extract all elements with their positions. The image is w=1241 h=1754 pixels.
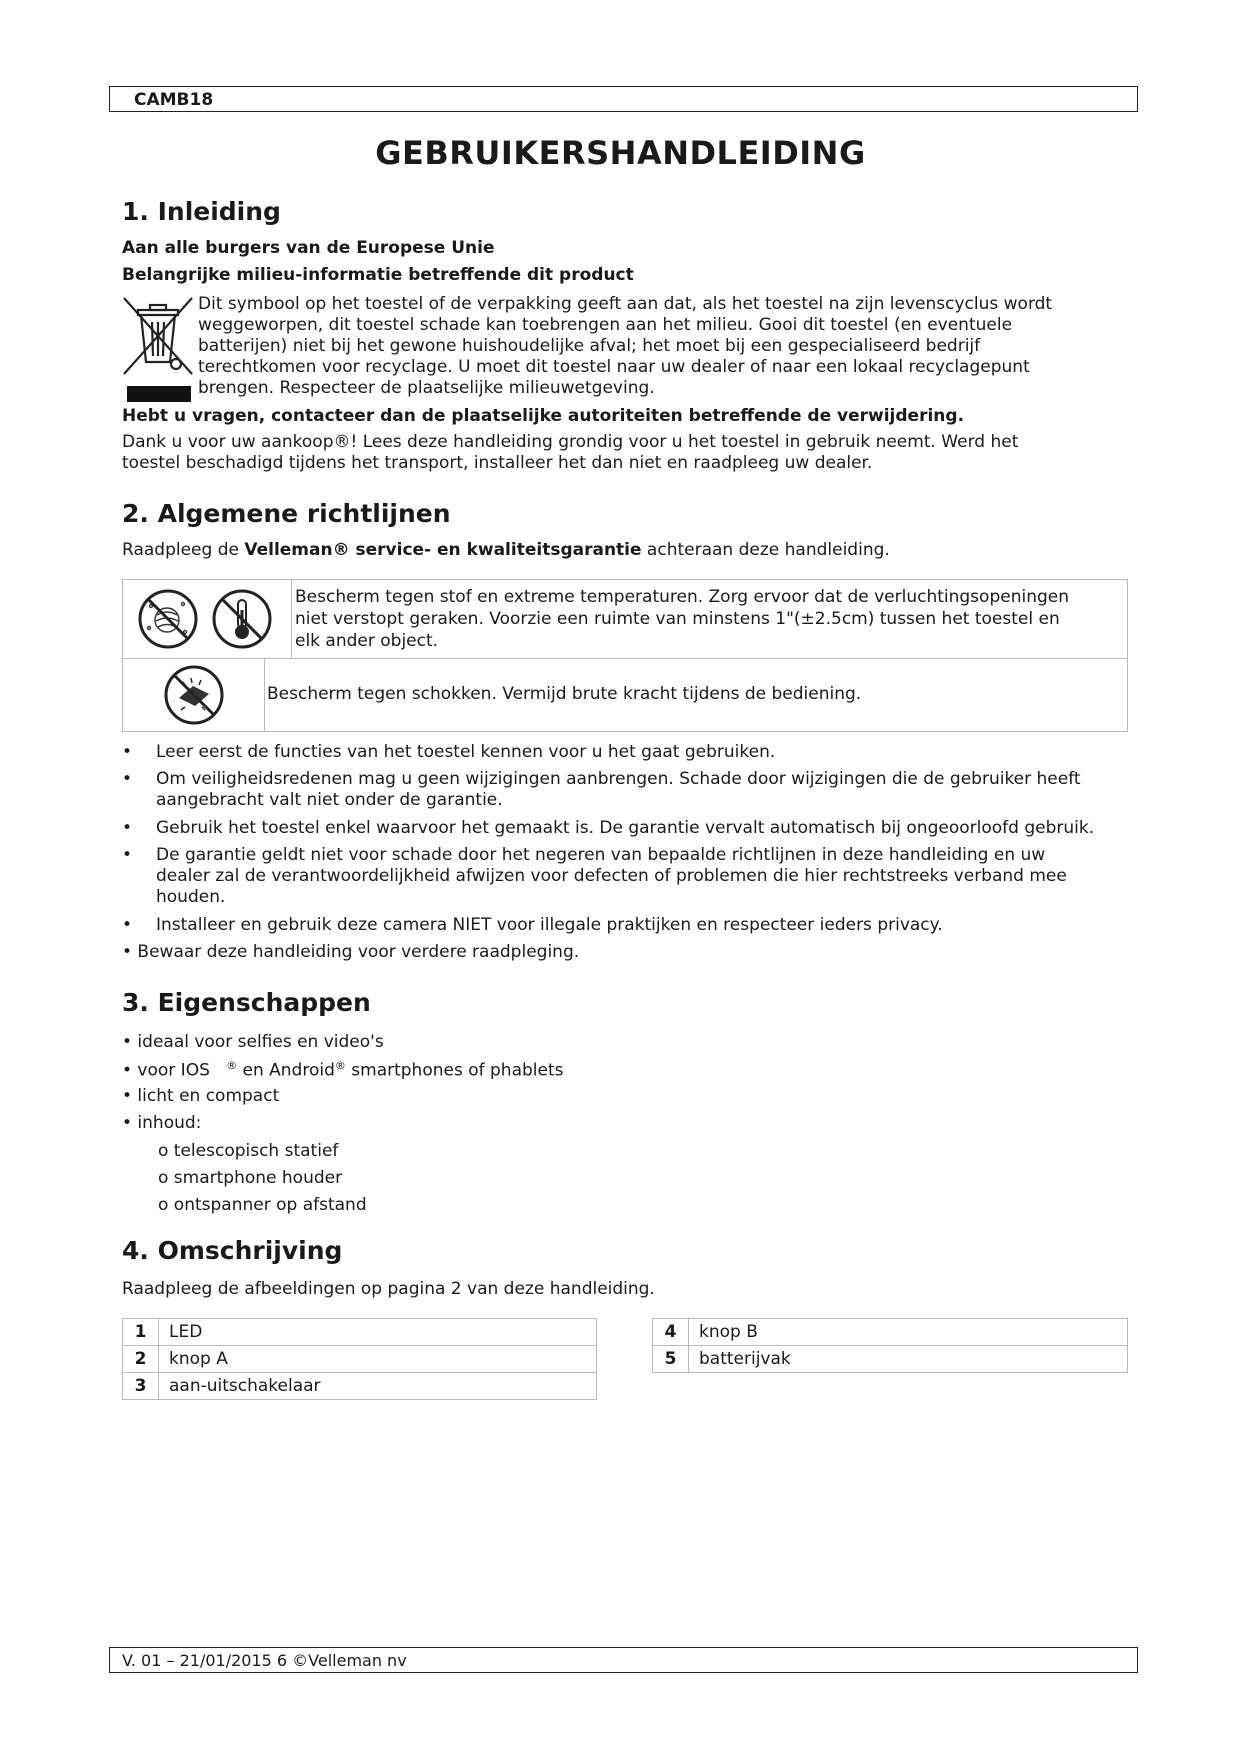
feature-item (122, 1059, 564, 1081)
registered-mark: ® (226, 1059, 238, 1072)
part-label: knop A (159, 1346, 597, 1373)
feature-item: • ideaal voor selfies en video's (122, 1032, 384, 1052)
section-3-heading: 3. Eigenschappen (122, 988, 371, 1017)
weee-line: terechtkomen voor recyclage. U moet dit toestel naar uw dealer of naar een lokaal recyclagepunt (198, 357, 1030, 377)
feature-devices: smartphones of phablets (345, 1060, 564, 1081)
contact-authorities-note: Hebt u vragen, contacteer dan de plaatselijke autoriteiten betreffende de verwijdering. (122, 406, 965, 426)
part-number: 4 (653, 1319, 689, 1346)
crossed-bin-icon (122, 296, 194, 376)
section-2-heading: 2. Algemene richtlijnen (122, 499, 451, 528)
list-item-text: Leer eerst de functies van het toestel kennen voor u het gaat gebruiken. (156, 742, 776, 762)
no-shock-icon (163, 664, 225, 726)
warning-text: Bescherm tegen schokken. Vermijd brute kracht tijdens de bediening. (267, 684, 862, 704)
warning-text (295, 586, 1125, 652)
parts-table-right (652, 1318, 1128, 1373)
header-product-code: CAMB18 (109, 86, 1138, 112)
list-item-text: • Bewaar deze handleiding voor verdere raadpleging. (122, 942, 580, 962)
no-dust-icon (137, 588, 199, 650)
contents-item: o ontspanner op afstand (158, 1195, 367, 1215)
part-label: batterijvak (689, 1346, 1128, 1373)
parts-table-left (122, 1318, 597, 1400)
thanks-text (122, 432, 1018, 474)
part-number: 5 (653, 1346, 689, 1373)
list-item-text: Installeer en gebruik deze camera NIET voor illegale praktijken en respecteer ieders privacy. (156, 915, 943, 935)
feature-item: • inhoud: (122, 1113, 202, 1133)
contents-item: o smartphone houder (158, 1168, 343, 1188)
section-1-subheading-eu: Aan alle burgers van de Europese Unie (122, 238, 495, 258)
footer-version: V. 01 – 21/01/2015 6 ©Velleman nv (109, 1647, 1138, 1673)
feature-ios: • voor IOS (122, 1060, 210, 1081)
section-1-subheading-env: Belangrijke milieu-informatie betreffende dit product (122, 265, 634, 285)
warning-row (123, 580, 1127, 659)
list-item (122, 942, 579, 963)
warranty-reference: Velleman® service- en kwaliteitsgarantie (244, 540, 642, 560)
table-row (653, 1346, 1128, 1373)
weee-bar (127, 386, 191, 402)
section-4-intro: Raadpleeg de afbeeldingen op pagina 2 van deze handleiding. (122, 1279, 655, 1299)
list-item-text: Gebruik het toestel enkel waarvoor het gemaakt is. De garantie vervalt automatisch bij ongeoorloofd gebruik. (156, 818, 1095, 838)
warning-line: elk ander object. (295, 631, 439, 651)
part-number: 3 (123, 1373, 159, 1400)
weee-line: brengen. Respecteer de plaatselijke milieuwetgeving. (198, 378, 655, 398)
part-number: 2 (123, 1346, 159, 1373)
no-temperature-icon (211, 588, 273, 650)
weee-line: Dit symbool op het toestel of de verpakking geeft aan dat, als het toestel na zijn levenscyclus wordt (198, 294, 1053, 314)
registered-mark: ® (334, 1059, 346, 1072)
table-row (123, 1346, 597, 1373)
section-1-heading: 1. Inleiding (122, 197, 281, 226)
table-row (653, 1319, 1128, 1346)
weee-line: weggeworpen, dit toestel schade kan toebrengen aan het milieu. Gooi dit toestel (en eventuele (198, 315, 1013, 335)
bullet: • (122, 818, 133, 838)
list-item-line: Om veiligheidsredenen mag u geen wijzigingen aanbrengen. Schade door wijzigingen die de gebruiker heeft (156, 769, 1081, 789)
bullet: • (122, 845, 133, 865)
list-item-line: De garantie geldt niet voor schade door het negeren van bepaalde richtlijnen in deze handleiding en uw (156, 845, 1046, 865)
feature-android: en Android (237, 1060, 335, 1081)
contents-item: o telescopisch statief (158, 1141, 339, 1161)
list-item-line: aangebracht valt niet onder de garantie. (156, 790, 503, 810)
table-row (123, 1373, 597, 1400)
weee-line: batterijen) niet bij het gewone huishoudelijke afval; het moet bij een gespecialiseerd bedrijf (198, 336, 981, 356)
bullet: • (122, 915, 133, 935)
part-label: aan-uitschakelaar (159, 1373, 597, 1400)
bullet: • (122, 769, 133, 789)
part-label: LED (159, 1319, 597, 1346)
list-item-text (156, 845, 1156, 908)
intro-pre: Raadpleeg de (122, 540, 245, 560)
table-row (123, 1319, 597, 1346)
section-4-heading: 4. Omschrijving (122, 1236, 343, 1265)
thanks-line: toestel beschadigd tijdens het transport, installeer het dan niet en raadpleeg uw dealer. (122, 453, 873, 473)
page-title: GEBRUIKERSHANDLEIDING (375, 134, 866, 172)
list-item-line: dealer zal de verantwoordelijkheid afwijzen voor defecten of problemen die hier rechtstreeks verband mee (156, 866, 1067, 886)
warning-icon-cell (123, 580, 292, 658)
weee-text (198, 294, 1052, 399)
thanks-line: Dank u voor uw aankoop®! Lees deze handleiding grondig voor u het toestel in gebruik neemt. Werd het (122, 432, 1019, 452)
intro-post: achteraan deze handleiding. (641, 540, 890, 560)
bullet: • (122, 742, 133, 762)
list-item-line: houden. (156, 887, 226, 907)
warning-line: Bescherm tegen stof en extreme temperaturen. Zorg ervoor dat de verluchtingsopeningen (295, 587, 1069, 607)
section-2-intro (122, 540, 890, 561)
warning-row (123, 658, 1127, 732)
part-label: knop B (689, 1319, 1128, 1346)
feature-item: • licht en compact (122, 1086, 280, 1106)
list-item-text (156, 769, 1156, 811)
warning-line: niet verstopt geraken. Voorzie een ruimte van minstens 1"(±2.5cm) tussen het toestel en (295, 609, 1060, 629)
warning-icon-cell (123, 658, 265, 732)
safety-warnings-table (122, 579, 1128, 732)
part-number: 1 (123, 1319, 159, 1346)
